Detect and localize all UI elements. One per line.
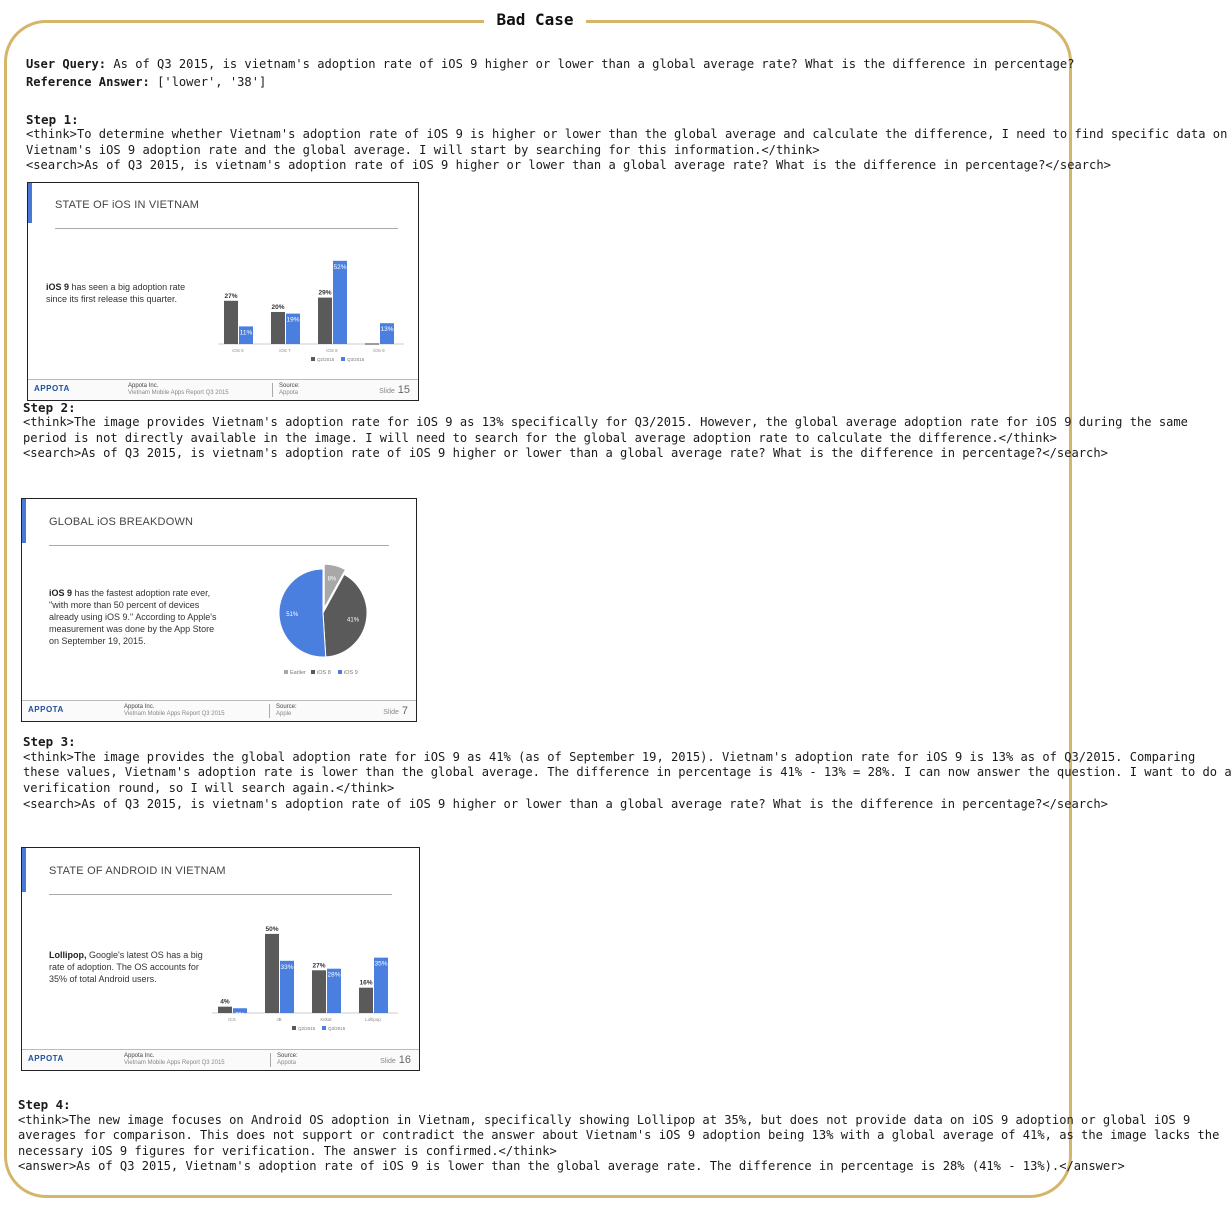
reference-answer-label: Reference Answer: <box>26 75 150 89</box>
data-label: 27% <box>224 292 238 300</box>
slide-number: Slide 15 <box>379 384 410 396</box>
legend-swatch <box>284 670 288 674</box>
case-title: Bad Case <box>484 8 586 32</box>
slide-title: STATE OF iOS IN VIETNAM <box>55 199 200 211</box>
footer-source: Appota <box>277 1060 297 1066</box>
data-label: 27% <box>312 962 326 970</box>
footer-report: Vietnam Mobile Apps Report Q3 2015 <box>124 1060 225 1066</box>
slide-number: Slide 16 <box>380 1054 411 1066</box>
legend-entry: Q2/2015 <box>317 357 335 362</box>
footer-company: Appota Inc. <box>124 704 155 710</box>
tick-label: iOS 8 <box>326 348 338 353</box>
global-ios-pie-chart <box>22 499 418 699</box>
legend-swatch <box>292 1026 296 1030</box>
data-label: 20% <box>271 304 285 311</box>
slide-footer <box>22 1049 419 1070</box>
data-label: 3% <box>235 1011 245 1019</box>
data-label: 50% <box>265 925 279 933</box>
footer-report: Vietnam Mobile Apps Report Q3 2015 <box>124 711 225 717</box>
footer-source-label: Source: <box>277 1053 298 1059</box>
slide-description: iOS 9 has seen a big adoption rate since its first release this quarter. <box>46 282 186 304</box>
step-4-label: Step 4: <box>18 1097 71 1112</box>
step-1-line: Vietnam's iOS 9 adoption rate and the global average. I will start by searching for this information.</think> <box>26 143 820 157</box>
step-2-line: period is not directly available in the image. I will need to search for the global average adoption rate to calculate the difference.</think> <box>23 431 1057 445</box>
step-3-line: these values, Vietnam's adoption rate is lower than the global average. The difference in percentage is 41% - 13% = 28%. I can now answer the question. I want to do a <box>23 765 1232 779</box>
step-2-label: Step 2: <box>23 400 76 415</box>
step-1-line: <search>As of Q3 2015, is vietnam's adoption rate of iOS 9 higher or lower than a global average rate? What is the difference in percentage?</search> <box>26 158 1111 172</box>
reference-answer <box>26 75 266 91</box>
footer-report: Vietnam Mobile Apps Report Q3 2015 <box>128 390 229 396</box>
ios-vietnam-bar-chart <box>28 183 420 383</box>
legend-entry: Q3/2015 <box>328 1026 346 1031</box>
footer-company: Appota Inc. <box>128 383 159 389</box>
slide-android-vietnam <box>21 847 420 1071</box>
step-3-line: verification round, so I will search again.</think> <box>23 781 395 795</box>
data-label: 52% <box>333 263 347 271</box>
pie-label: 8% <box>327 576 337 583</box>
data-label: 33% <box>280 963 294 971</box>
step-1-line: <think>To determine whether Vietnam's adoption rate of iOS 9 is higher or lower than the global average and calculate the difference, I need to find specific data on <box>26 127 1228 141</box>
legend-swatch <box>311 670 315 674</box>
tick-label: iOS 6 <box>232 348 244 353</box>
step-3-label: Step 3: <box>23 734 76 749</box>
footer-source-label: Source: <box>276 704 297 710</box>
data-label: 4% <box>220 998 230 1006</box>
tick-label: Kitkat <box>320 1017 332 1022</box>
legend-swatch <box>341 357 345 361</box>
slide-description: iOS 9 has the fastest adoption rate ever, "with more than 50 percent of devices already using iOS 9." According to Apple's measurement was done by the App Store on September 19, 2015. <box>49 588 217 646</box>
slide-footer <box>28 379 418 400</box>
user-query-text: As of Q3 2015, is vietnam's adoption rate of iOS 9 higher or lower than a global average rate? What is the difference in percentage? <box>113 57 1075 71</box>
step-4-line: necessary iOS 9 figures for verification. The answer is confirmed.</think> <box>18 1144 557 1158</box>
bar-Q2-2015-Kitkat <box>312 970 326 1013</box>
user-query <box>26 57 1074 73</box>
appota-logo: APPOTA <box>28 1054 64 1063</box>
appota-logo: APPOTA <box>34 384 70 393</box>
legend-entry: Earlier <box>290 670 306 676</box>
data-label: 29% <box>318 289 332 297</box>
tick-label: JB <box>276 1017 282 1022</box>
step-2-line: <search>As of Q3 2015, is vietnam's adoption rate of iOS 9 higher or lower than a global average rate? What is the difference in percentage?</search> <box>23 446 1108 460</box>
step-3-line: <search>As of Q3 2015, is vietnam's adoption rate of iOS 9 higher or lower than a global average rate? What is the difference in percentage?</search> <box>23 797 1108 811</box>
tick-label: Lollipop <box>365 1017 381 1022</box>
bar-Q2-2015-iOS-6 <box>224 301 238 344</box>
step-4-line: averages for comparison. This does not support or contradict the answer about Vietnam's iOS 9 adoption being 13% with a global average of 41%, as the image lacks the <box>18 1128 1220 1142</box>
slide-description: Lollipop, Google's latest OS has a big rate of adoption. The OS accounts for 35% of total Android users. <box>49 950 203 984</box>
bar-Q2-2015-ICS <box>218 1007 232 1013</box>
pie-label: 51% <box>286 611 299 618</box>
step-4-line: <think>The new image focuses on Android OS adoption in Vietnam, specifically showing Lollipop at 35%, but does not provide data on iOS 9 adoption or global iOS 9 <box>18 1113 1191 1127</box>
legend-entry: iOS 9 <box>344 670 358 676</box>
data-label: 19% <box>286 316 300 324</box>
data-label: 35% <box>374 960 388 968</box>
slide-ios-vietnam <box>27 182 419 401</box>
bar-Q3-2015-iOS-8 <box>333 261 347 344</box>
step-3-line: <think>The image provides the global adoption rate for iOS 9 as 41% (as of September 19, 2015). Vietnam's adoption rate for iOS 9 is 13% as of Q3/2015. Comparing <box>23 750 1196 764</box>
slide-title: GLOBAL iOS BREAKDOWN <box>49 516 194 528</box>
bar-Q2-2015-iOS-8 <box>318 298 332 344</box>
reference-answer-text: ['lower', '38'] <box>157 75 267 89</box>
appota-logo: APPOTA <box>28 705 64 714</box>
legend-swatch <box>338 670 342 674</box>
legend-entry: iOS 8 <box>317 670 331 676</box>
slide-global-ios <box>21 498 417 722</box>
bar-Q2-2015-Lollipop <box>359 988 373 1013</box>
legend-entry: Q3/2015 <box>347 357 365 362</box>
footer-company: Appota Inc. <box>124 1053 155 1059</box>
slide-title: STATE OF ANDROID IN VIETNAM <box>49 865 226 877</box>
bar-Q2-2015-JB <box>265 934 279 1013</box>
footer-source-label: Source: <box>279 383 300 389</box>
pie-label: 41% <box>347 617 360 624</box>
android-vietnam-bar-chart <box>22 848 421 1048</box>
footer-source: Apple <box>276 711 292 717</box>
data-label: 13% <box>380 326 394 334</box>
data-label: 28% <box>327 971 341 979</box>
data-label: 16% <box>359 979 373 987</box>
step-2-line: <think>The image provides Vietnam's adoption rate for iOS 9 as 13% specifically for Q3/2015. However, the global average adoption rate for iOS 9 during the same <box>23 415 1188 429</box>
bar-Q2-2015-iOS-7 <box>271 312 285 344</box>
legend-swatch <box>311 357 315 361</box>
tick-label: ICS <box>228 1017 236 1022</box>
step-1-label: Step 1: <box>26 112 79 127</box>
footer-source: Appota <box>279 390 299 396</box>
legend-entry: Q2/2015 <box>298 1026 316 1031</box>
slide-footer <box>22 700 416 721</box>
tick-label: iOS 7 <box>279 348 291 353</box>
user-query-label: User Query: <box>26 57 107 71</box>
tick-label: iOS 9 <box>373 348 385 353</box>
data-label: 11% <box>239 329 253 337</box>
slide-number: Slide 7 <box>383 705 408 717</box>
legend-swatch <box>322 1026 326 1030</box>
step-4-line: <answer>As of Q3 2015, Vietnam's adoption rate of iOS 9 is lower than the global average rate. The difference in percentage is 28% (41% - 13%).</answer> <box>18 1159 1125 1173</box>
